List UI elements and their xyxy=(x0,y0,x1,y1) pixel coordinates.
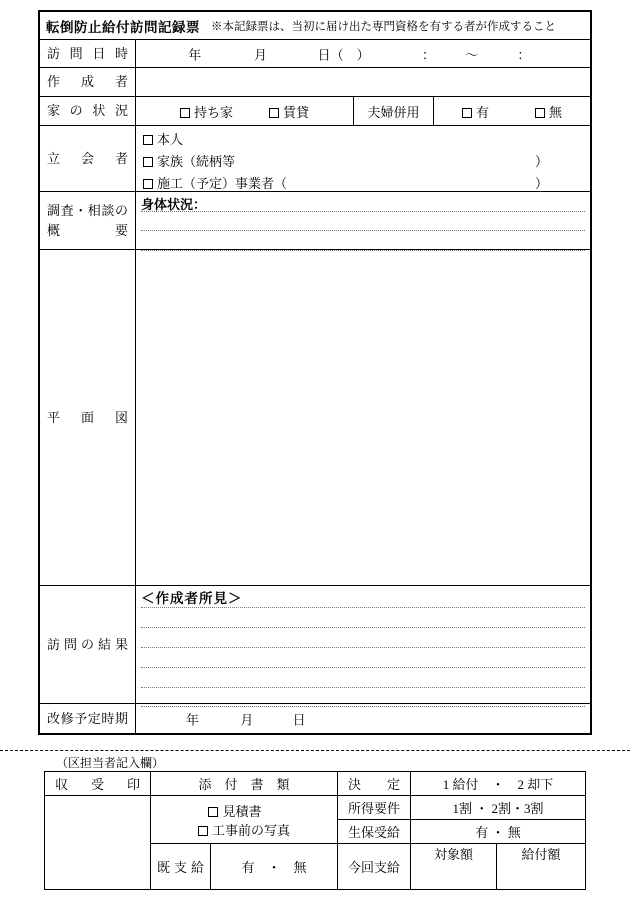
benefit-amount-cell: 給付額 xyxy=(497,844,586,890)
attendee-family-checkbox[interactable] xyxy=(143,157,153,167)
row-author xyxy=(40,67,590,96)
staff-section-heading: （区担当者記入欄） xyxy=(56,756,165,770)
visit-time-tilde: ～ xyxy=(465,47,479,62)
visit-start-colon: ： xyxy=(422,47,436,62)
staff-entry-table xyxy=(44,771,586,890)
attendee-builder-option xyxy=(143,173,287,192)
visit-record-form xyxy=(38,10,592,735)
label-visit-datetime xyxy=(40,40,136,67)
income-requirement-label: 所得要件 xyxy=(338,796,411,820)
rental-label: 賃貸 xyxy=(283,104,310,120)
income-requirement-options: 1割 ・ 2割・3割 xyxy=(411,796,586,820)
decision-options: 1 給付 ・ 2 却下 xyxy=(411,772,586,796)
house-type-cell xyxy=(136,97,354,125)
floor-plan-label: 平面図 xyxy=(47,409,128,425)
dotted-writing-line xyxy=(141,608,585,628)
builder-closing-paren: ） xyxy=(534,175,548,191)
form-title-note: ※本記録票は、当初に届け出た専門資格を有する者が作成すること xyxy=(211,20,556,33)
dotted-writing-line xyxy=(141,648,585,668)
own-home-option xyxy=(180,102,233,121)
form-title: 転倒防止給付訪問記録票 xyxy=(46,19,200,35)
row-house-status xyxy=(40,96,590,125)
couple-no-option xyxy=(535,102,562,121)
schedule-year-unit: 年 xyxy=(185,712,199,727)
row-renovation-schedule xyxy=(40,703,590,733)
schedule-day-unit: 日 xyxy=(292,712,306,727)
dotted-writing-line xyxy=(141,231,585,251)
row-visit-datetime xyxy=(40,39,590,67)
title-row xyxy=(40,12,590,39)
attached-docs-header: 添 付 書 類 xyxy=(151,772,338,796)
pre-work-photo-checkbox[interactable] xyxy=(198,826,208,836)
visit-day-unit: 日（ ） xyxy=(317,47,370,62)
label-visit-result xyxy=(40,586,136,703)
current-payment-label: 今回支給 xyxy=(338,844,411,890)
estimate-checkbox[interactable] xyxy=(208,807,218,817)
rental-option xyxy=(269,102,309,121)
cut-line xyxy=(0,750,630,751)
dotted-writing-line xyxy=(141,668,585,688)
target-amount-cell: 対象額 xyxy=(411,844,497,890)
survey-summary-label: 調査・相談の概要 xyxy=(47,203,128,238)
dotted-writing-line xyxy=(141,628,585,648)
attendees-label: 立会者 xyxy=(47,150,128,166)
couple-yes-checkbox[interactable] xyxy=(462,108,472,118)
row-survey-summary xyxy=(40,191,590,249)
row-visit-result xyxy=(40,585,590,703)
attendee-self-line xyxy=(136,127,590,149)
author-opinion-heading: ＜作成者所見＞ xyxy=(141,591,243,606)
welfare-label: 生保受給 xyxy=(338,820,411,844)
attendee-self-option xyxy=(143,129,183,148)
house-status-label: 家の状況 xyxy=(47,103,128,119)
staff-row-decision xyxy=(45,772,586,796)
row-floor-plan xyxy=(40,249,590,585)
visit-end-colon: ： xyxy=(517,47,531,62)
attendee-builder-checkbox[interactable] xyxy=(143,179,153,189)
couple-no-label: 無 xyxy=(549,104,563,120)
physical-condition-line xyxy=(141,194,585,212)
couple-yes-option xyxy=(462,102,489,121)
attached-docs-checkboxes xyxy=(151,796,338,844)
label-attendees xyxy=(40,126,136,191)
attendee-family-option xyxy=(143,151,235,170)
own-home-checkbox[interactable] xyxy=(180,108,190,118)
attendee-family-line xyxy=(136,149,590,171)
label-floor-plan xyxy=(40,250,136,585)
couple-use-label: 夫婦併用 xyxy=(367,104,420,120)
already-paid-options: 有 ・ 無 xyxy=(211,844,338,890)
attendee-family-label: 家族（続柄等 xyxy=(157,153,236,169)
attendees-field xyxy=(136,126,590,191)
receipt-stamp-header: 収受印 xyxy=(45,772,151,796)
couple-yes-label: 有 xyxy=(475,104,489,120)
label-author xyxy=(40,68,136,96)
rental-checkbox[interactable] xyxy=(269,108,279,118)
author-label: 作成者 xyxy=(47,74,128,90)
label-renovation-schedule xyxy=(40,704,136,733)
visit-datetime-field xyxy=(136,40,590,67)
couple-use-cell xyxy=(354,97,434,125)
attendee-builder-label: 施工（予定）事業者（ xyxy=(157,175,288,191)
floor-plan-area xyxy=(136,250,590,585)
attendee-self-checkbox[interactable] xyxy=(143,135,153,145)
decision-label: 決定 xyxy=(338,772,411,796)
row-attendees xyxy=(40,125,590,191)
label-survey-summary xyxy=(40,192,136,249)
visit-datetime-label: 訪問日時 xyxy=(47,45,128,61)
staff-row-income xyxy=(45,796,586,820)
label-house-status xyxy=(40,97,136,125)
pre-work-photo-label: 工事前の写真 xyxy=(211,822,290,838)
attendee-builder-line xyxy=(136,171,590,193)
attendee-self-label: 本人 xyxy=(157,131,184,147)
renovation-schedule-field xyxy=(136,704,590,733)
pre-work-photo-option xyxy=(198,823,290,838)
family-closing-paren: ） xyxy=(534,153,548,169)
welfare-options: 有 ・ 無 xyxy=(411,820,586,844)
receipt-stamp-area xyxy=(45,796,151,890)
author-opinion-heading-line xyxy=(141,586,585,608)
couple-no-checkbox[interactable] xyxy=(535,108,545,118)
estimate-option xyxy=(208,804,261,819)
couple-use-yesno-cell xyxy=(434,97,590,125)
own-home-label: 持ち家 xyxy=(193,104,233,120)
visit-year-unit: 年 xyxy=(188,47,202,62)
visit-result-label: 訪問の結果 xyxy=(47,636,128,652)
already-paid-label: 既支給 xyxy=(151,844,211,890)
dotted-writing-line xyxy=(141,212,585,231)
survey-summary-field xyxy=(136,192,590,249)
visit-result-field xyxy=(136,586,590,703)
visit-month-unit: 月 xyxy=(254,47,268,62)
estimate-label: 見積書 xyxy=(222,803,262,819)
physical-condition-label: 身体状況： xyxy=(141,197,207,212)
author-field xyxy=(136,68,590,96)
schedule-month-unit: 月 xyxy=(240,712,254,727)
house-status-field xyxy=(136,97,590,125)
renovation-schedule-label: 改修予定時期 xyxy=(47,710,128,726)
